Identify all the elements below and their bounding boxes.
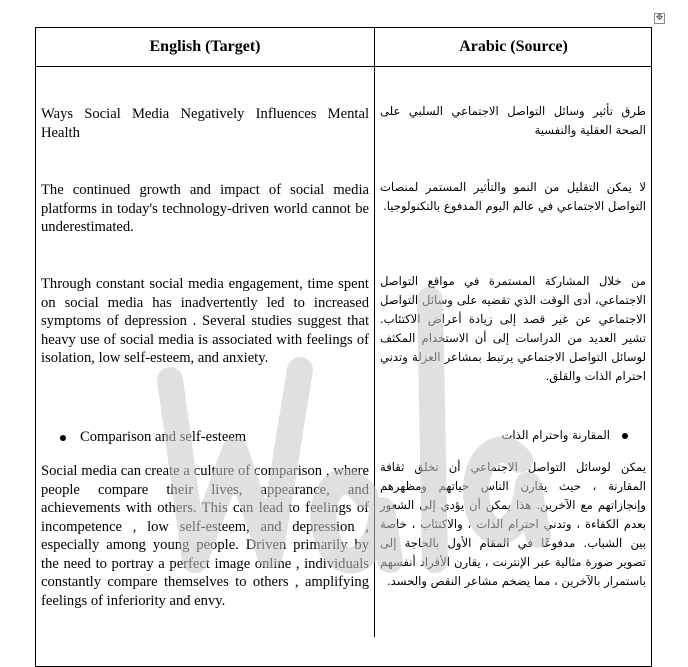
bullet-dot-icon — [622, 433, 628, 439]
paragraph-1-arabic: لا يمكن التقليل من النمو والتأثير المستمر لمنصات التواصل الاجتماعي في عالم اليوم المدفوع بالتكنولوجيا. — [380, 180, 646, 213]
bullet-text-english: Comparison and self-esteem — [80, 429, 247, 445]
paragraph-3-arabic: يمكن لوسائل التواصل الاجتماعي أن تخلق ثقافة المقارنة ، حيث يقارن الناس حياتهم ومظهرهم وإنجازاتهم مع الآخرين. هذا يمكن أن يؤدي إلى الشعور بعدم الكفاءة ، وتدني احترام الذات ، والاكتئاب ، خاصة بين الشباب. مدفوعًا في المقام الأول بالحاجة إلى تصوير صورة مثالية عبر الإنترنت ، يقارن الأفراد أنفسهم باستمرار بالآخرين ، مما يضخم مشاعر النقص والحسد. — [380, 460, 646, 588]
title-arabic: طرق تأثير وسائل التواصل الاجتماعي السلبي على الصحة العقلية والنفسية — [380, 104, 646, 137]
column-divider — [374, 27, 375, 637]
header-divider — [35, 66, 652, 67]
header-english: English (Target) — [149, 38, 261, 55]
title-english: Ways Social Media Negatively Influences Mental Health — [41, 106, 369, 141]
bullet-item-arabic — [501, 426, 628, 444]
paragraph-2-arabic: من خلال المشاركة المستمرة في مواقع التواصل الاجتماعي، أدى الوقت الذي تقضيه على وسائل التواصل الاجتماعي عن غير قصد إلى زيادة أعراض الاكتئاب. تشير العديد من الدراسات إلى أن الاستخدام المكثف لوسائل التواصل الاجتماعي يرتبط بمشاعر العزلة وتدني احترام الذات والقلق. — [380, 274, 646, 383]
bullet-dot-icon — [60, 435, 66, 441]
paragraph-2-english: Through constant social media engagement, time spent on social media has inadvertently led to increased symptoms of depression . Several studies suggest that heavy use of social media is associated with feelings of isolation, low self-esteem, and anxiety. — [41, 276, 369, 366]
paragraph-3-english: Social media can create a culture of comparison , where people compare their lives, appearance, and achievements with others. This can lead to feelings of incompetence , low self-esteem, and depression , especially among young people. Driven primarily by the need to portray a perfect image online , individuals constantly compare themselves to others , amplifying feelings of inferiority and envy. — [41, 463, 369, 609]
header-arabic: Arabic (Source) — [459, 38, 568, 55]
move-anchor-icon[interactable]: ✥ — [655, 13, 664, 23]
bullet-text-arabic: المقارنة واحترام الذات — [501, 428, 610, 442]
bullet-item-english — [60, 428, 246, 446]
paragraph-1-english: The continued growth and impact of social media platforms in today's technology-driven world cannot be underestimated. — [41, 182, 369, 235]
